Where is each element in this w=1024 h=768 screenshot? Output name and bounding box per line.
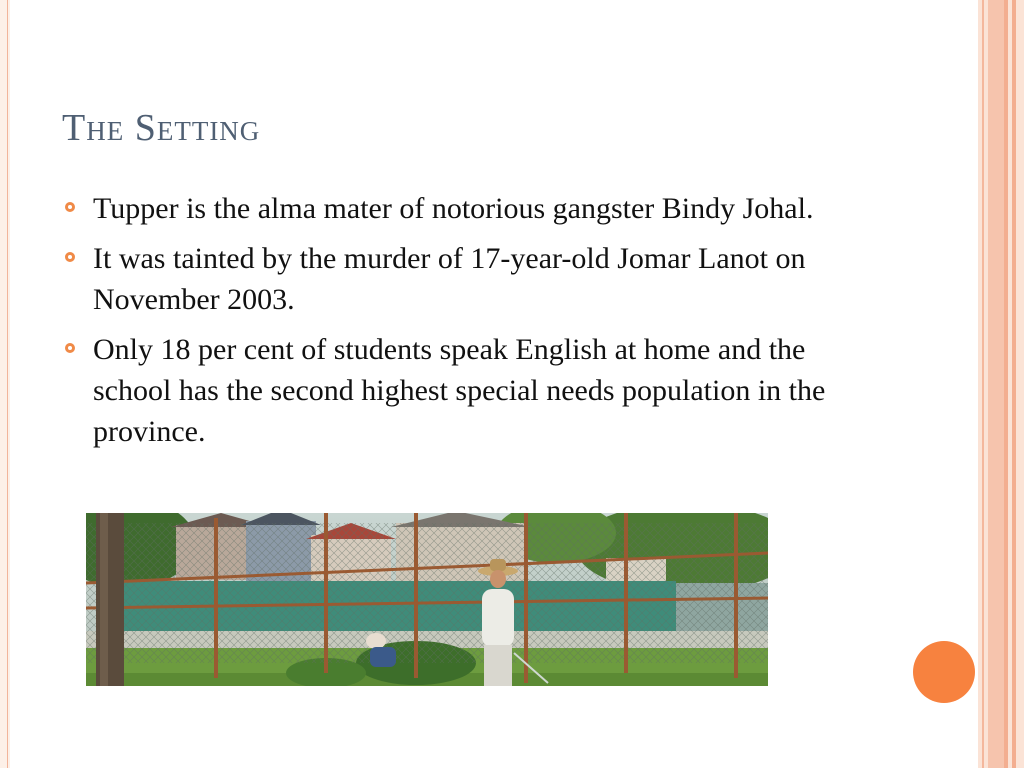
bullet-icon [65,343,75,353]
bullet-item [62,238,852,320]
bullet-icon [65,252,75,262]
bullet-text: Only 18 per cent of students speak English at home and the school has the second highest special needs population in the province. [93,333,826,448]
bullet-icon [65,202,75,212]
bullet-item [62,329,852,452]
bullet-list [62,188,852,461]
left-border-decoration [0,0,10,768]
slide-title: The Setting [62,107,261,149]
accent-circle [913,641,975,703]
schoolyard-photo [86,513,768,686]
bullet-text: It was tainted by the murder of 17-year-old Jomar Lanot on November 2003. [93,242,806,316]
bullet-item [62,188,852,229]
bullet-text: Tupper is the alma mater of notorious gangster Bindy Johal. [93,192,814,225]
right-border-decoration [978,0,1024,768]
